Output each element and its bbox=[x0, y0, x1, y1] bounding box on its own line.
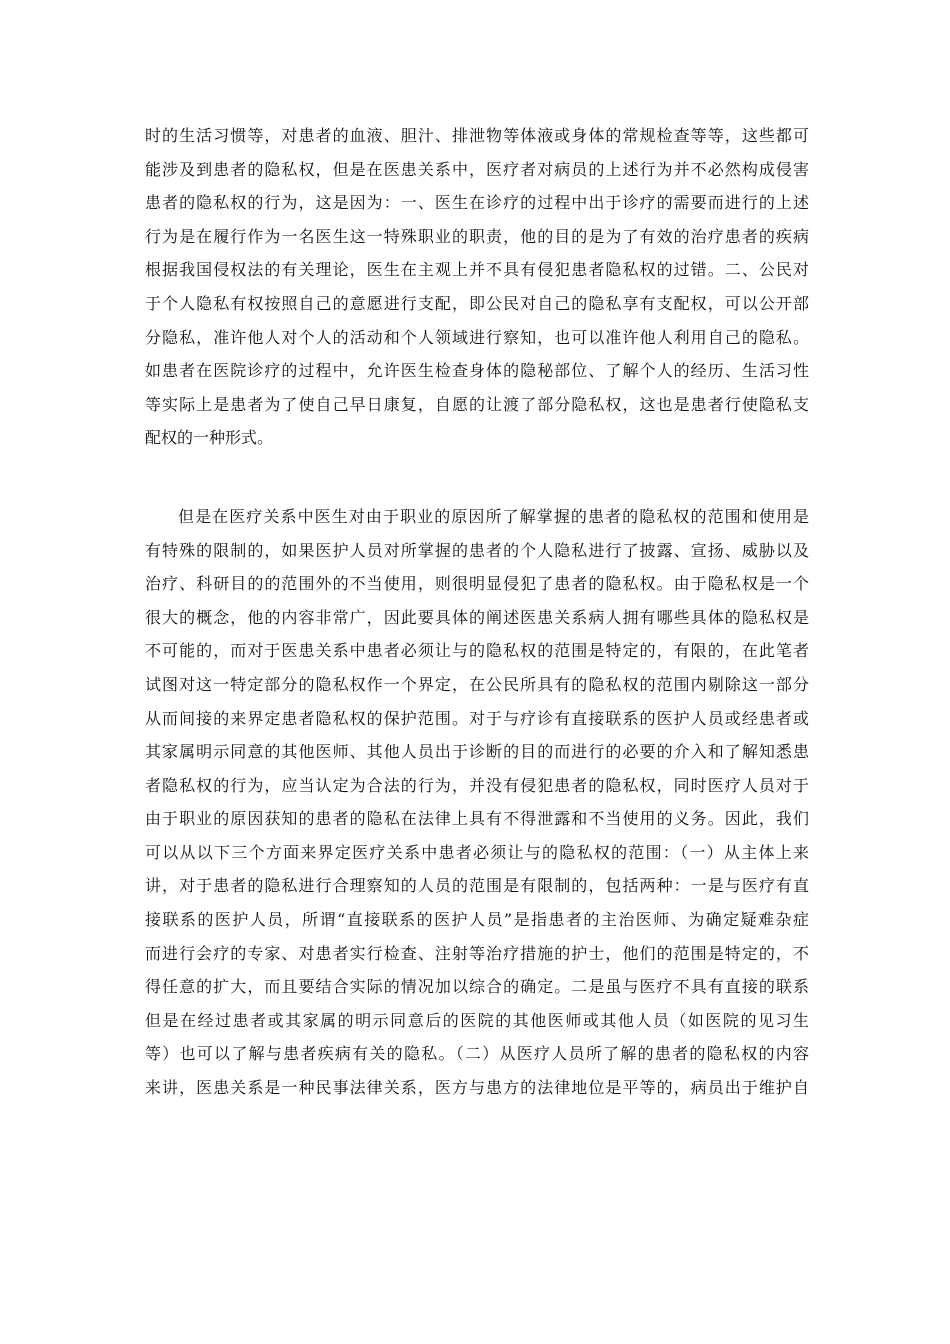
paragraph-spacer bbox=[145, 455, 809, 500]
text-line: 于个人隐私有权按照自己的意愿进行支配，即公民对自己的隐私享有支配权，可以公开部 bbox=[145, 293, 809, 313]
text-line: 但是在经过患者或其家属的明示同意后的医院的其他医师或其他人员（如医院的见习生 bbox=[145, 1010, 809, 1030]
text-line: 来讲，医患关系是一种民事法律关系，医方与患方的法律地位是平等的，病员出于维护自 bbox=[145, 1078, 809, 1098]
text-line: 接联系的医护人员，所谓“直接联系的医护人员”是指患者的主治医师、为确定疑难杂症 bbox=[145, 910, 809, 930]
text-line: 分隐私，准许他人对个人的活动和个人领域进行察知，也可以准许他人利用自己的隐私。 bbox=[145, 327, 809, 347]
document-body bbox=[145, 119, 809, 1105]
text-line: 试图对这一特定部分的隐私权作一个界定，在公民所具有的隐私权的范围内剔除这一部分 bbox=[145, 674, 809, 694]
text-line: 治疗、科研目的的范围外的不当使用，则很明显侵犯了患者的隐私权。由于隐私权是一个 bbox=[145, 574, 809, 594]
text-line: 等）也可以了解与患者疾病有关的隐私。（二）从医疗人员所了解的患者的隐私权的内容 bbox=[145, 1044, 809, 1064]
text-line: 得任意的扩大，而且要结合实际的情况加以综合的确定。二是虽与医疗不具有直接的联系 bbox=[145, 977, 809, 997]
text-line: 时的生活习惯等，对患者的血液、胆汁、排泄物等体液或身体的常规检查等等，这些都可 bbox=[145, 126, 809, 145]
text-line: 其家属明示同意的其他医师、其他人员出于诊断的目的而进行的必要的介入和了解知悉患 bbox=[145, 742, 809, 762]
text-line: 能涉及到患者的隐私权，但是在医患关系中，医疗者对病员的上述行为并不必然构成侵害 bbox=[145, 159, 809, 179]
paragraph-2 bbox=[145, 500, 809, 1105]
text-line: 讲，对于患者的隐私进行合理察知的人员的范围是有限制的，包括两种：一是与医疗有直 bbox=[145, 876, 809, 896]
text-line: 由于职业的原因获知的患者的隐私在法律上具有不得泄露和不当使用的义务。因此，我们 bbox=[145, 809, 809, 829]
text-line: 行为是在履行作为一名医生这一特殊职业的职责，他的目的是为了有效的治疗患者的疾病 bbox=[145, 226, 809, 246]
text-line: 患者的隐私权的行为，这是因为：一、医生在诊疗的过程中出于诊疗的需要而进行的上述 bbox=[145, 193, 809, 213]
text-line: 而进行会疗的专家、对患者实行检查、注射等治疗措施的护士，他们的范围是特定的，不 bbox=[145, 943, 809, 963]
text-line: 不可能的，而对于医患关系中患者必须让与的隐私权的范围是特定的，有限的，在此笔者 bbox=[145, 641, 809, 661]
text-line: 但是在医疗关系中医生对由于职业的原因所了解掌握的患者的隐私权的范围和使用是 bbox=[178, 506, 809, 526]
text-line: 者隐私权的行为，应当认定为合法的行为，并没有侵犯患者的隐私权，同时医疗人员对于 bbox=[145, 775, 809, 795]
text-line: 很大的概念，他的内容非常广，因此要具体的阐述医患关系病人拥有哪些具体的隐私权是 bbox=[145, 607, 809, 627]
text-line: 如患者在医院诊疗的过程中，允许医生检查身体的隐秘部位、了解个人的经历、生活习性 bbox=[145, 361, 809, 381]
text-line: 根据我国侵权法的有关理论，医生在主观上并不具有侵犯患者隐私权的过错。二、公民对 bbox=[145, 260, 809, 280]
text-line: 等实际上是患者为了使自己早日康复，自愿的让渡了部分隐私权，这也是患者行使隐私支 bbox=[145, 394, 809, 414]
text-line: 有特殊的限制的，如果医护人员对所掌握的患者的个人隐私进行了披露、宣扬、威胁以及 bbox=[145, 540, 809, 560]
text-line: 从而间接的来界定患者隐私权的保护范围。对于与疗诊有直接联系的医护人员或经患者或 bbox=[145, 708, 809, 728]
text-line: 配权的一种形式。 bbox=[145, 428, 274, 448]
paragraph-1 bbox=[145, 119, 809, 455]
text-line: 可以从以下三个方面来界定医疗关系中患者必须让与的隐私权的范围：（一）从主体上来 bbox=[145, 842, 809, 862]
